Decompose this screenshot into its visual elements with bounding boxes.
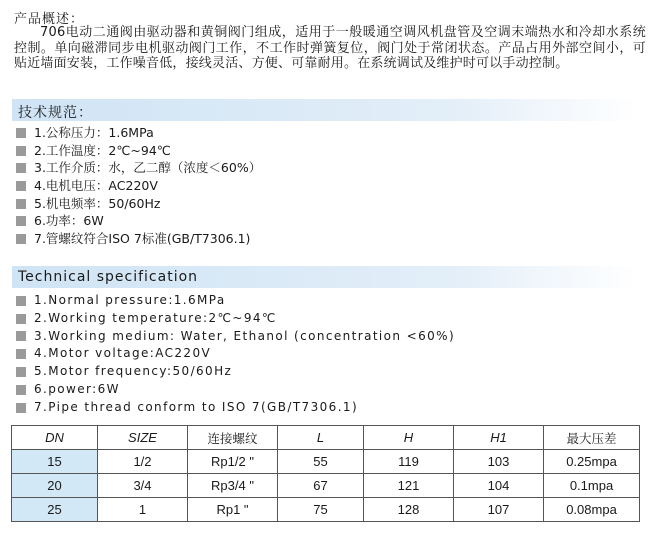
- list-item: 4.电机电压：AC220V: [16, 177, 261, 195]
- square-bullet-icon: [16, 181, 26, 191]
- spec-cn-list: [16, 124, 261, 248]
- list-item: 6.power:6W: [16, 381, 455, 399]
- table-header-row: [12, 426, 640, 450]
- cell-l: 67: [278, 474, 364, 498]
- list-item: 5.Motor frequency:50/60Hz: [16, 363, 455, 381]
- cell-dn: 20: [12, 474, 98, 498]
- cell-l: 55: [278, 450, 364, 474]
- square-bullet-icon: [16, 234, 26, 244]
- square-bullet-icon: [16, 314, 26, 324]
- cell-h: 128: [364, 498, 454, 522]
- spec-en-header: [12, 266, 638, 288]
- cell-h: 121: [364, 474, 454, 498]
- cell-size: 1/2: [98, 450, 188, 474]
- square-bullet-icon: [16, 163, 26, 173]
- header-h: H: [364, 426, 454, 450]
- list-item: 4.Motor voltage:AC220V: [16, 345, 455, 363]
- table-row: [12, 450, 640, 474]
- square-bullet-icon: [16, 146, 26, 156]
- header-max-pressure: 最大压差: [544, 426, 640, 450]
- list-item: 5.机电频率：50/60Hz: [16, 195, 261, 213]
- table-row: [12, 474, 640, 498]
- square-bullet-icon: [16, 349, 26, 359]
- list-item: 2.Working temperature:2℃~94℃: [16, 310, 455, 328]
- cell-h1: 103: [454, 450, 544, 474]
- spec-cn-header: [12, 99, 638, 121]
- spec-cn-title: 技术规范：: [18, 105, 93, 121]
- cell-h1: 104: [454, 474, 544, 498]
- spec-en-list: [16, 292, 455, 417]
- cell-size: 3/4: [98, 474, 188, 498]
- list-item: 6.功率：6W: [16, 212, 261, 230]
- list-item: 7.管螺纹符合ISO 7标准(GB/T7306.1): [16, 230, 261, 248]
- cell-l: 75: [278, 498, 364, 522]
- list-item: 1.公称压力：1.6MPa: [16, 124, 261, 142]
- cell-dn: 15: [12, 450, 98, 474]
- header-thread: 连接螺纹: [188, 426, 278, 450]
- list-item: 7.Pipe thread conform to ISO 7(GB/T7306.1): [16, 399, 455, 417]
- overview-body: 706电动二通阀由驱动器和黄铜阀门组成，适用于一般暖通空调风机盘管及空调末端热水和冷却水系统控制。单向磁滞同步电机驱动阀门工作，不工作时弹簧复位，阀门处于常闭状态。产品占用外部空间小，可贴近墙面安装，工作噪音低，接线灵活、方便、可靠耐用。在系统调试及维护时可以手动控制。: [14, 25, 646, 71]
- cell-thread: Rp3/4 ": [188, 474, 278, 498]
- list-item: 3.工作介质：水，乙二醇（浓度＜60%）: [16, 159, 261, 177]
- overview-title: 产品概述：: [14, 12, 85, 27]
- square-bullet-icon: [16, 296, 26, 306]
- cell-thread: Rp1 ": [188, 498, 278, 522]
- square-bullet-icon: [16, 385, 26, 395]
- cell-size: 1: [98, 498, 188, 522]
- cell-h1: 107: [454, 498, 544, 522]
- cell-max-pressure: 0.08mpa: [544, 498, 640, 522]
- cell-max-pressure: 0.25mpa: [544, 450, 640, 474]
- header-l: L: [278, 426, 364, 450]
- cell-max-pressure: 0.1mpa: [544, 474, 640, 498]
- header-h1: H1: [454, 426, 544, 450]
- spec-en-title: Technical specification: [18, 269, 199, 285]
- cell-h: 119: [364, 450, 454, 474]
- header-size: SIZE: [98, 426, 188, 450]
- list-item: 2.工作温度：2℃~94℃: [16, 142, 261, 160]
- spec-table: [11, 425, 640, 522]
- square-bullet-icon: [16, 128, 26, 138]
- header-dn: DN: [12, 426, 98, 450]
- square-bullet-icon: [16, 331, 26, 341]
- list-item: 1.Normal pressure:1.6MPa: [16, 292, 455, 310]
- list-item: 3.Working medium: Water, Ethanol (concentration <60%): [16, 328, 455, 346]
- cell-thread: Rp1/2 ": [188, 450, 278, 474]
- square-bullet-icon: [16, 216, 26, 226]
- square-bullet-icon: [16, 403, 26, 413]
- table-row: [12, 498, 640, 522]
- cell-dn: 25: [12, 498, 98, 522]
- square-bullet-icon: [16, 199, 26, 209]
- square-bullet-icon: [16, 367, 26, 377]
